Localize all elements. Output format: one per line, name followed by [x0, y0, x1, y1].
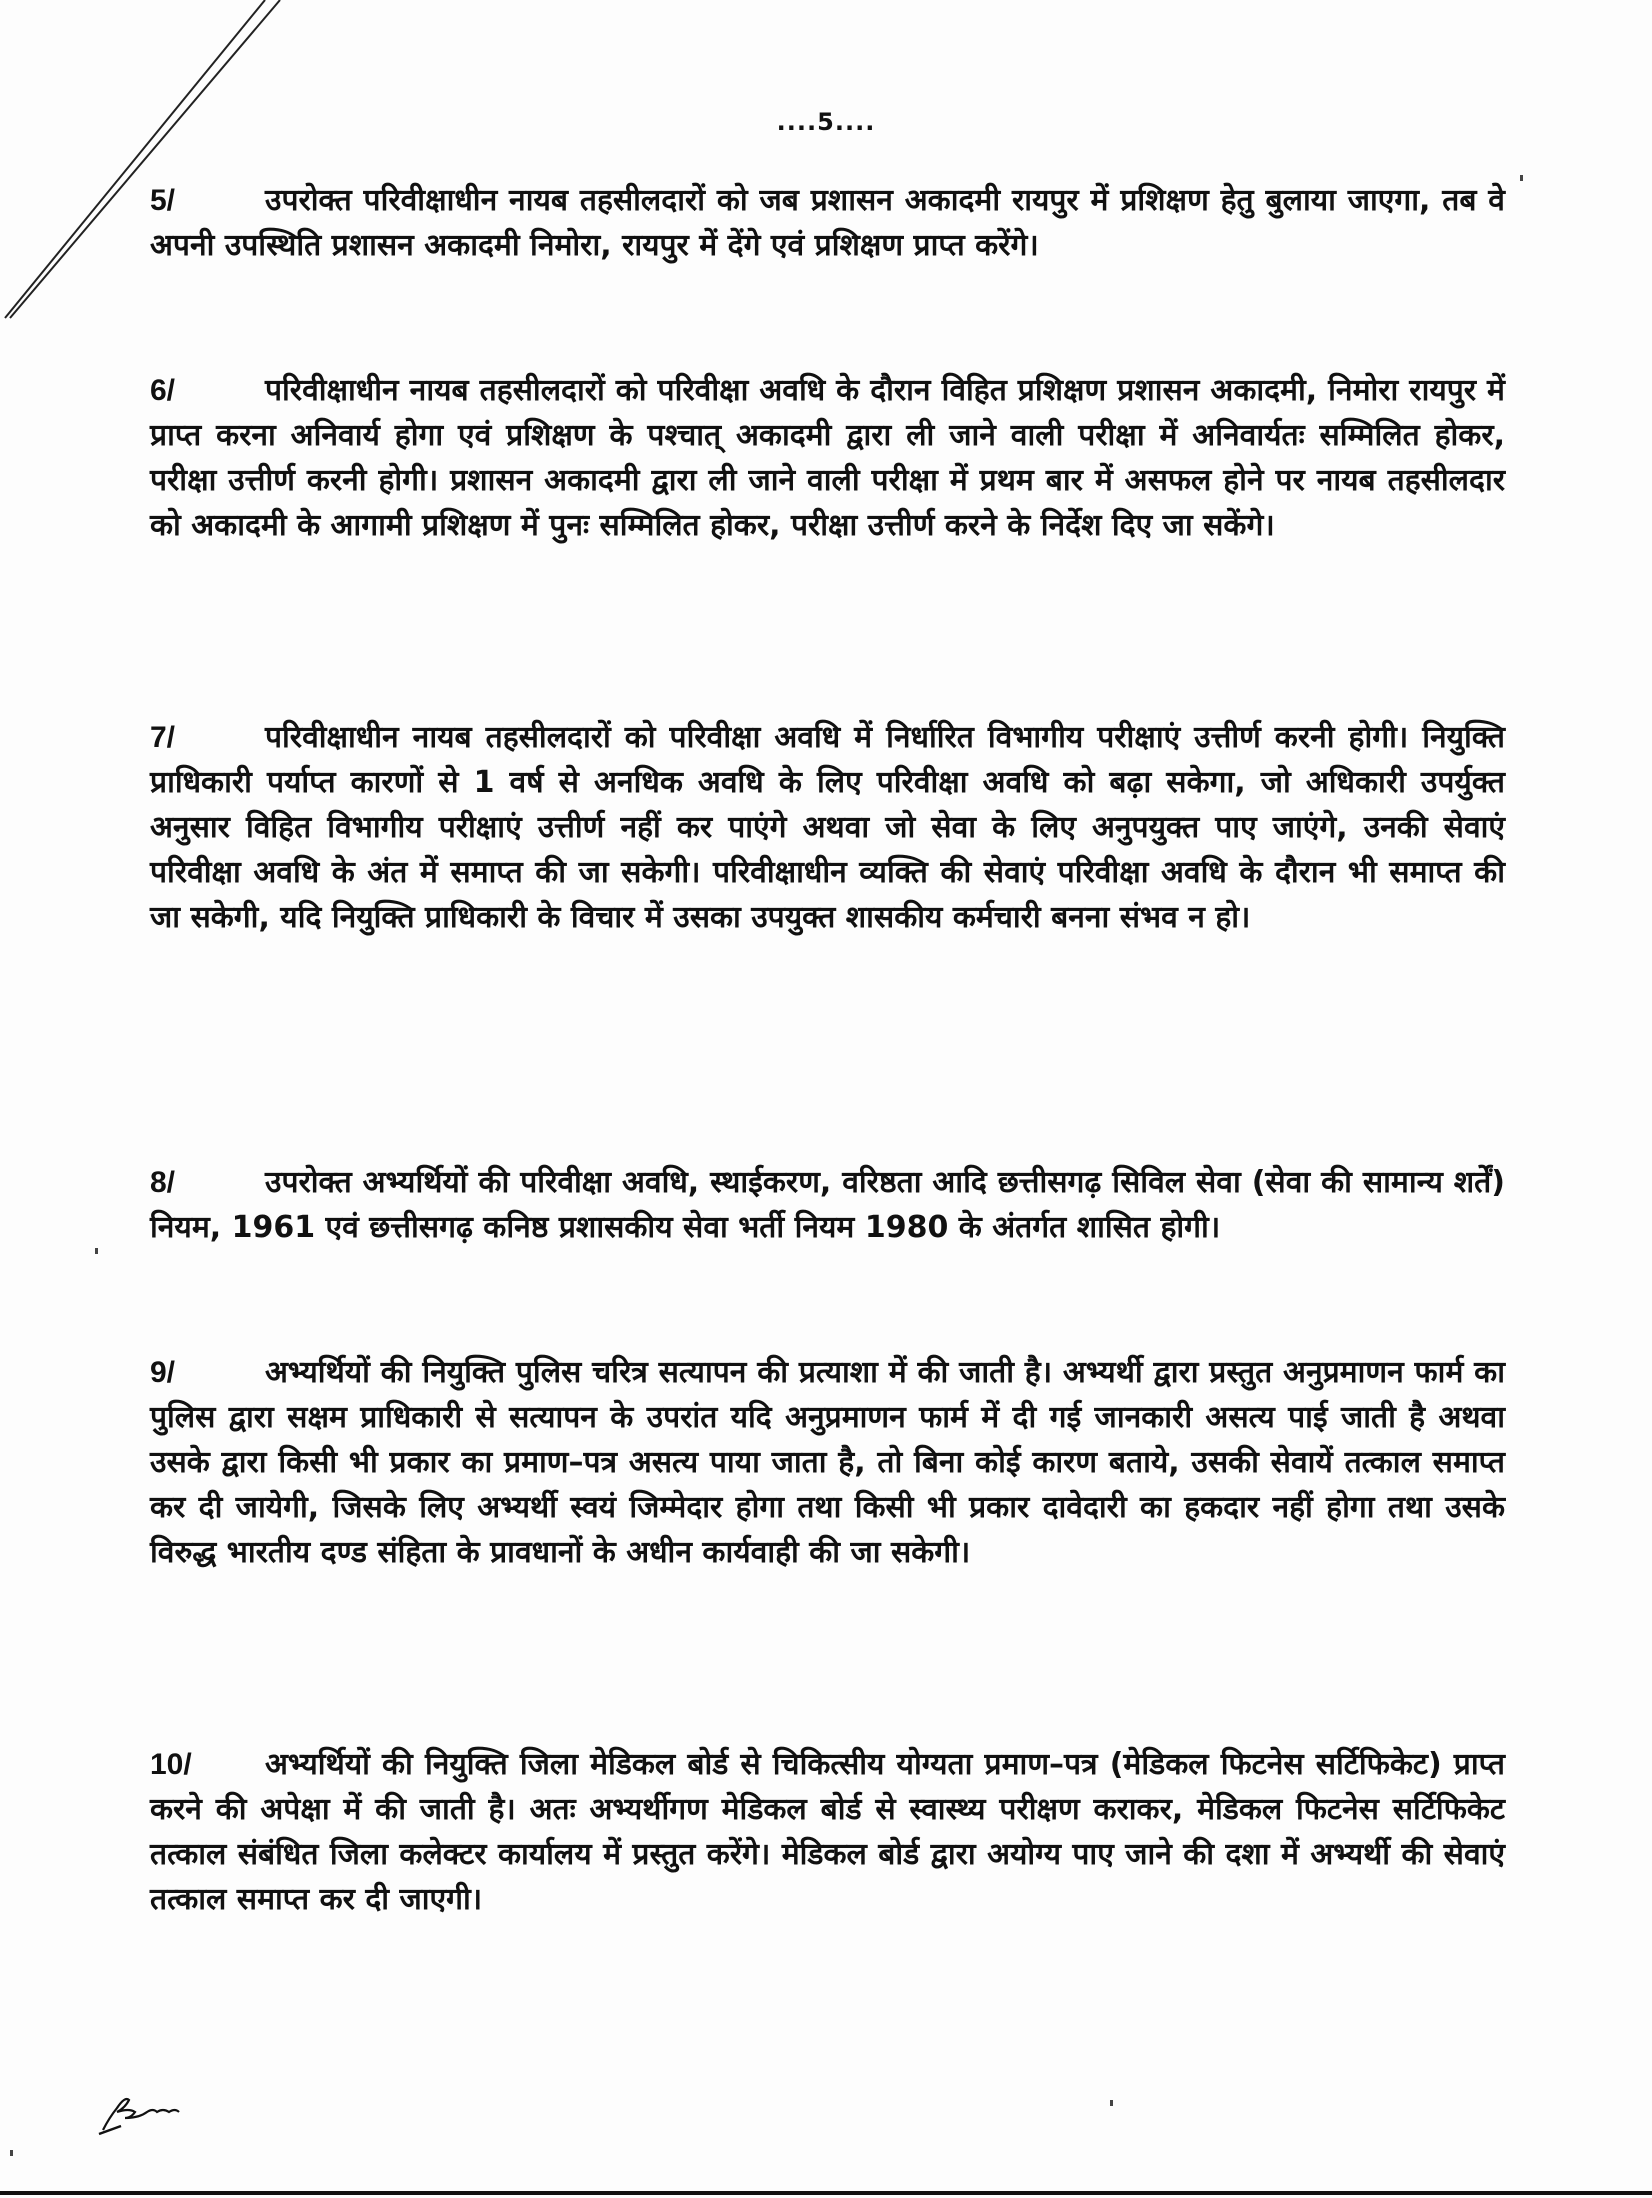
paragraph-text: अभ्यर्थियों की नियुक्ति पुलिस चरित्र सत्यापन की प्रत्याशा में की जाती है। अभ्यर्थी द्वारा प्रस्तुत अनुप्रमाणन फार्म का पुलिस द्वारा सक्षम प्राधिकारी से सत्यापन के उपरांत यदि अनुप्रमाणन फार्म में दी गई जानकारी असत्य पाई जाती है अथवा उसके द्वारा किसी भी प्रकार का प्रमाण–पत्र असत्य पाया जाता है, तो बिना कोई कारण बताये, उसकी सेवायें तत्काल समाप्त कर दी जायेगी, जिसके लिए अभ्यर्थी स्वयं जिम्मेदार होगा तथा किसी भी प्रकार दावेदारी का हकदार नहीं होगा तथा उसके विरुद्ध भारतीय दण्ड संहिता के प्रावधानों के अधीन कार्यवाही की जा सकेगी। [150, 1355, 1505, 1570]
paragraph-number: 6/ [150, 374, 176, 407]
scan-speck [10, 2150, 13, 2156]
paragraph-6 [150, 368, 1505, 548]
strike-line [5, 0, 265, 318]
paragraph-number: 9/ [150, 1356, 176, 1389]
signature-icon [95, 2078, 185, 2138]
paragraph-5 [150, 178, 1505, 268]
paragraph-text: उपरोक्त अभ्यर्थियों की परिवीक्षा अवधि, स्थाईकरण, वरिष्ठता आदि छत्तीसगढ़ सिविल सेवा (सेवा की सामान्य शर्तें) नियम, 1961 एवं छत्तीसगढ़ कनिष्ठ प्रशासकीय सेवा भर्ती नियम 1980 के अंतर्गत शासित होगी। [150, 1165, 1505, 1245]
paragraph-number: 7/ [150, 721, 176, 754]
page-number: ....5.... [776, 108, 876, 136]
margin-strike-lines [0, 0, 300, 320]
paragraph-10 [150, 1742, 1505, 1922]
paragraph-text: उपरोक्त परिवीक्षाधीन नायब तहसीलदारों को जब प्रशासन अकादमी रायपुर में प्रशिक्षण हेतु बुलाया जाएगा, तब वे अपनी उपस्थिति प्रशासन अकादमी निमोरा, रायपुर में देंगे एवं प्रशिक्षण प्राप्त करेंगे। [150, 183, 1505, 263]
scan-speck [95, 1248, 98, 1254]
paragraph-number: 10/ [150, 1748, 192, 1781]
paragraph-number: 8/ [150, 1166, 176, 1199]
paragraph-text: परिवीक्षाधीन नायब तहसीलदारों को परिवीक्षा अवधि के दौरान विहित प्रशिक्षण प्रशासन अकादमी, निमोरा रायपुर में प्राप्त करना अनिवार्य होगा एवं प्रशिक्षण के पश्चात् अकादमी द्वारा ली जाने वाली परीक्षा में अनिवार्यतः सम्मिलित होकर, परीक्षा उत्तीर्ण करनी होगी। प्रशासन अकादमी द्वारा ली जाने वाली परीक्षा में प्रथम बार में असफल होने पर नायब तहसीलदार को अकादमी के आगामी प्रशिक्षण में पुनः सम्मिलित होकर, परीक्षा उत्तीर्ण करने के निर्देश दिए जा सकेंगे। [150, 373, 1505, 543]
paragraph-text: अभ्यर्थियों की नियुक्ति जिला मेडिकल बोर्ड से चिकित्सीय योग्यता प्रमाण–पत्र (मेडिकल फिटनेस सर्टिफिकेट) प्राप्त करने की अपेक्षा में की जाती है। अतः अभ्यर्थीगण मेडिकल बोर्ड से स्वास्थ्य परीक्षण कराकर, मेडिकल फिटनेस सर्टिफिकेट तत्काल संबंधित जिला कलेक्टर कार्यालय में प्रस्तुत करेंगे। मेडिकल बोर्ड द्वारा अयोग्य पाए जाने की दशा में अभ्यर्थी की सेवाएं तत्काल समाप्त कर दी जाएगी। [150, 1747, 1505, 1917]
paragraph-7 [150, 715, 1505, 940]
paragraph-number: 5/ [150, 184, 176, 217]
scan-speck [1520, 175, 1523, 181]
paragraph-9 [150, 1350, 1505, 1575]
paragraph-8 [150, 1160, 1505, 1250]
paragraph-text: परिवीक्षाधीन नायब तहसीलदारों को परिवीक्षा अवधि में निर्धारित विभागीय परीक्षाएं उत्तीर्ण करनी होगी। नियुक्ति प्राधिकारी पर्याप्त कारणों से 1 वर्ष से अनधिक अवधि के लिए परिवीक्षा अवधि को बढ़ा सकेगा, जो अधिकारी उपर्युक्त अनुसार विहित विभागीय परीक्षाएं उत्तीर्ण नहीं कर पाएंगे अथवा जो सेवा के लिए अनुपयुक्त पाए जाएंगे, उनकी सेवाएं परिवीक्षा अवधि के अंत में समाप्त की जा सकेगी। परिवीक्षाधीन व्यक्ति की सेवाएं परिवीक्षा अवधि के दौरान भी समाप्त की जा सकेगी, यदि नियुक्ति प्राधिकारी के विचार में उसका उपयुक्त शासकीय कर्मचारी बनना संभव न हो। [150, 720, 1505, 935]
bottom-border [0, 2191, 1652, 2195]
scan-speck [1110, 2100, 1113, 2106]
strike-line [10, 0, 280, 318]
